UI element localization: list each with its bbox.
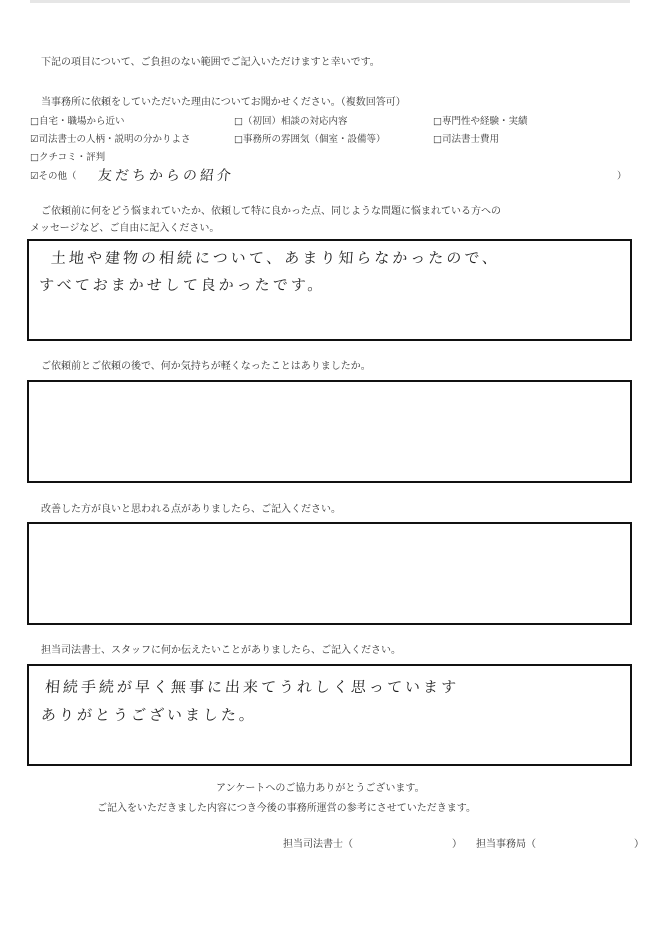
office-close: ）	[634, 839, 644, 850]
q5-question: 担当司法書士、スタッフに何か伝えたいことがありましたら、ご記入ください。	[41, 645, 401, 656]
option-fees: □司法書士費用	[433, 134, 499, 145]
q5-answer-box	[27, 664, 632, 766]
q5-answer-line1: 相続手続が早く無事に出来てうれしく思っています	[44, 678, 460, 696]
q2-question-line1: ご依頼前に何をどう悩まれていたか、依頼して特に良かった点、同じような問題に悩まれている方への	[41, 206, 501, 217]
q2-question-line2: メッセージなど、ご自由に記入ください。	[30, 223, 220, 234]
option-consult-content: □（初回）相談の対応内容	[234, 116, 348, 127]
staff-close: ）	[452, 839, 462, 850]
q2-answer-line2: すべておまかせして良かったです。	[38, 276, 327, 294]
other-handwritten-answer: 友だちからの紹介	[97, 168, 235, 184]
option-reviews: □クチコミ・評判	[30, 152, 106, 163]
q3-question: ご依頼前とご依頼の後で、何か気持ちが軽くなったことはありましたか。	[41, 361, 371, 372]
q2-answer-box	[27, 239, 632, 341]
q2-answer-line1: 土地や建物の相続について、あまり知らなかったので、	[50, 249, 501, 267]
option-other-close: ）	[617, 171, 627, 182]
option-atmosphere: □事務所の雰囲気（個室・設備等）	[234, 134, 386, 145]
q4-answer-box	[27, 522, 632, 625]
option-other: ☑その他（	[30, 171, 77, 182]
office-label: 担当事務局（	[476, 839, 536, 850]
top-edge-line	[30, 0, 630, 3]
q1-question: 当事務所に依頼をしていただいた理由についてお聞かせください。（複数回答可）	[41, 97, 406, 108]
staff-label: 担当司法書士（	[283, 839, 353, 850]
intro-text: 下記の項目について、ご負担のない範囲でご記入いただけますと幸いです。	[41, 57, 380, 68]
option-personality: ☑司法書士の人柄・説明の分かりよさ	[30, 134, 191, 145]
footer-thanks: アンケートへのご協力ありがとうございます。	[216, 783, 425, 794]
q3-answer-box	[27, 380, 632, 483]
q5-answer-line2: ありがとうございました。	[40, 706, 258, 724]
option-near-home: □自宅・職場から近い	[30, 116, 125, 127]
q4-question: 改善した方が良いと思われる点がありましたら、ご記入ください。	[41, 504, 341, 515]
footer-note: ご記入をいただきました内容につき今後の事務所運営の参考にさせていただきます。	[97, 803, 476, 814]
option-expertise: □専門性や経験・実績	[433, 116, 528, 127]
